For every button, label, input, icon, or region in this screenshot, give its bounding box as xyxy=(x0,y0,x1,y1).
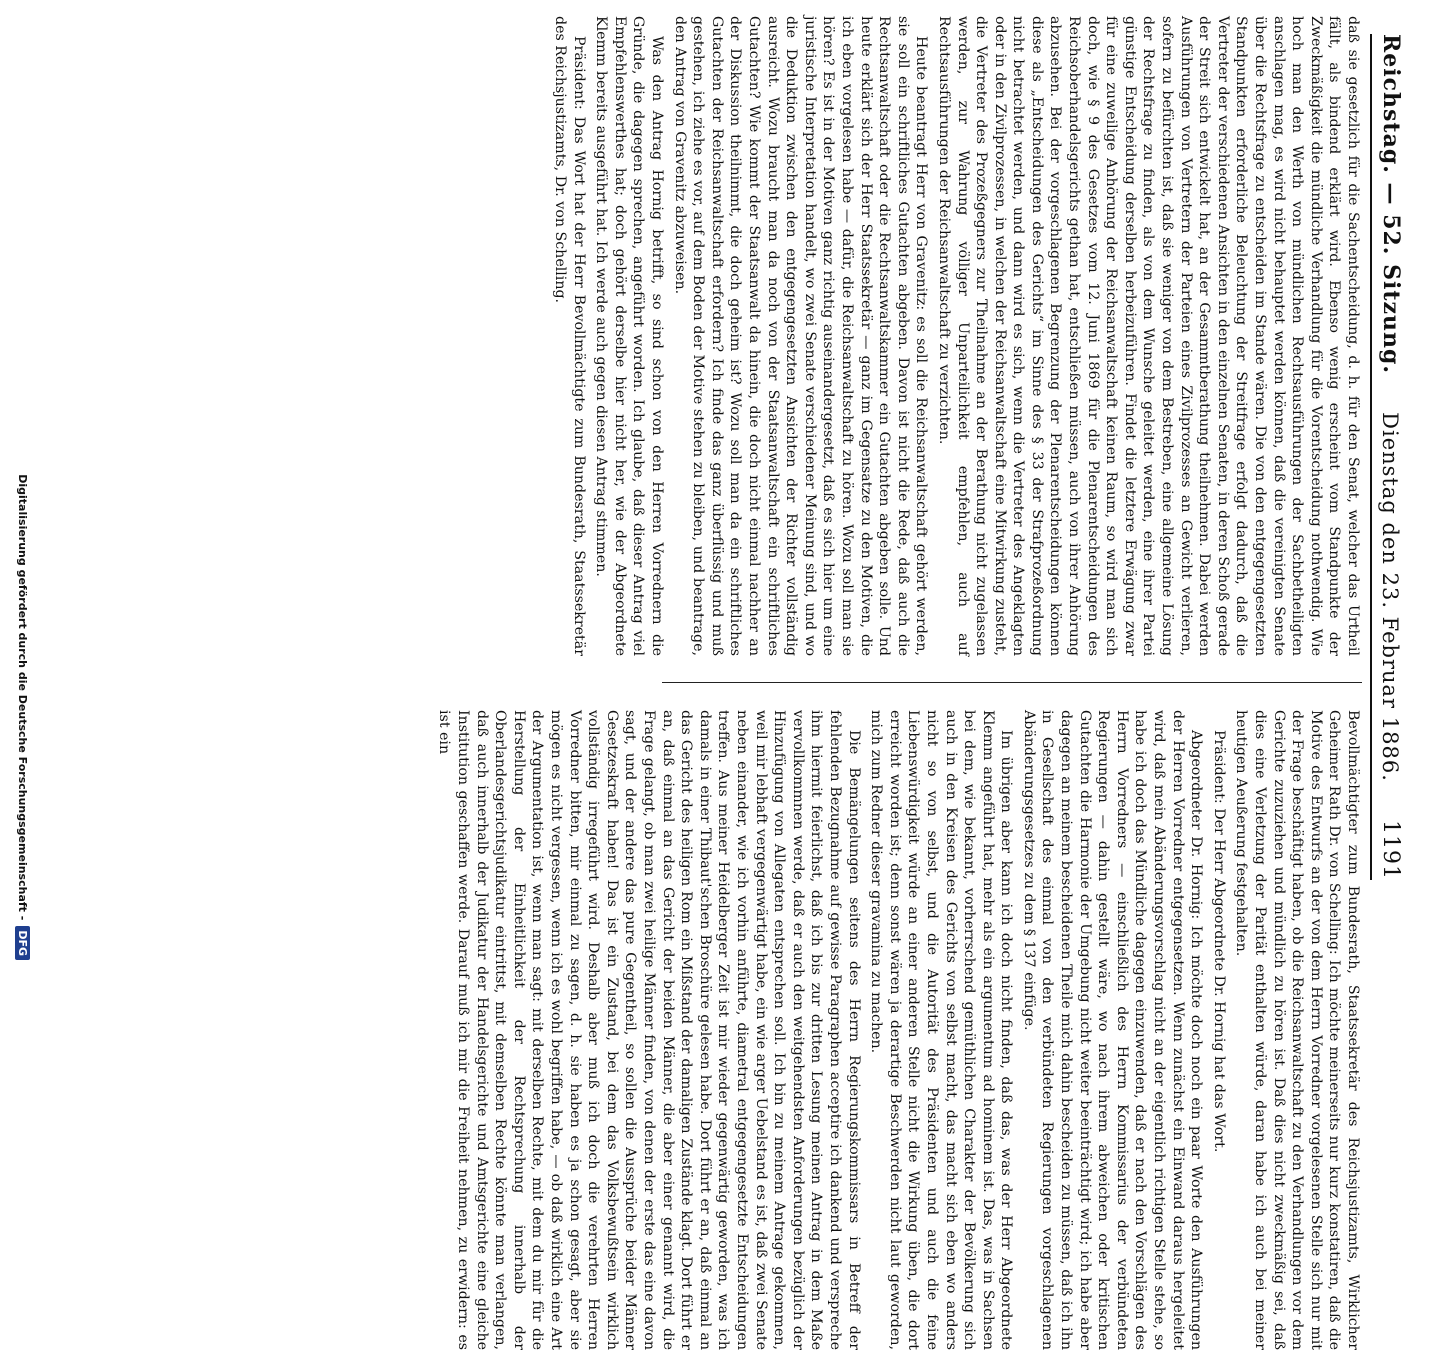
right-paragraph-4: Im übrigen aber kann ich doch nicht finden, daß das, was der Herr Abgeordnete Klemm angeführt hat, mehr als ein argumentum ad hominem ist. Das, was in Sachsen bei dem, wie bekannt, vorherrschend gemüthlichen Charakter der Bevölkerung sich auch in den Kreisen des Gerichts von selbst macht, das macht sich eben wo anders nicht so von selbst, und die Autorität des Präsidenten und auch die feine Liebenswürdigkeit würde an einer anderen Stelle nicht die Wirkung üben, die dort erreicht worden ist; denn sonst wären ja derartige Beschwerden nicht laut geworden, mich zum Redner dieser gravamina zu machen. xyxy=(868,710,1015,1350)
left-paragraph-1: daß sie gesetzlich für die Sachentscheidung, d. h. für den Senat, welcher das Urtheil fällt, als bindend erklärt wird. Ebenso wenig erscheint vom Standpunkte der Zweckmäßigkeit die mündliche Verhandlung für die Vorentscheidung nothwendig. Wie hoch man den Werth von mündlichen Rechtsausführungen der Sachbetheiligten anschlagen mag, es wird nicht behauptet werden können, daß die vereinigten Senate über die Rechtsfrage zu entscheiden im Stande wären. Die von den entgegengesetzten Standpunkten erforderliche Beleuchtung der Streitfrage erfolgt dadurch, daß die Vertreter der verschiedenen Ansichten in den einzelnen Senaten, in deren Schoß gerade der Streit sich entwickelt hat, an der Gesammtberathung theilnehmen. Dabei werden Ausführungen von Vertretern der Parteien eines Zivilprozesses an Gewicht verlieren, sofern zu befürchten ist, daß sie weniger von dem Bestreben, eine allgemeine Lösung der Rechtsfrage zu finden, als von dem Wunsche geleitet werden, eine ihrer Partei günstige Entscheidung derselben herbeizuführen. Findet die letztere Erwägung zwar für eine zuweilige Anhörung der Reichsanwaltschaft keinen Raum, so wird man sich doch, wie § 9 des Gesetzes vom 12. Juni 1869 für die Plenarentscheidungen des Reichsoberhandelsgerichts gethan hat, entschließen müssen, auch von ihrer Anhörung abzusehen. Bei der vorgeschlagenen Begrenzung der Plenarentscheidungen können diese als „Entscheidungen des Gerichts“ im Sinne des § 33 der Strafprozeßordnung nicht betrachtet werden, und dann wird es sich, wenn die Vertreter des Angeklagten oder in den Zivilprozessen, in welchen der Reichsanwaltschaft eine Mitwirkung zusteht, die Vertreter des Prozeßgegners zur Theilnahme an der Berathung nicht zugelassen werden, zur Wahrung völliger Unparteilichkeit empfehlen, auch auf Rechtsausführungen der Reichsanwaltschaft zu verzichten. xyxy=(935,16,1361,656)
right-paragraph-5: Die Bemängelungen seitens des Herrn Regierungskommissars in Betreff der fehlenden Bezugnahme auf gewisse Paragraphen acceptire ich dankend und verspreche ihm hiermit feierlichst, daß ich bis zur dritten Lesung meinen Antrag in dem Maße vervollkommnen werde, daß er auch den weitgehendsten Anforderungen bezüglich der Hinzufügung von Allegaten entsprechen soll. Ich bin zu meinem Antrage gekommen, weil mir lebhaft vergegenwärtigt habe, ein wie arger Uebelstand es ist, daß zwei Senate neben einander, wie ich vorhin anführte, diametral entgegengesetzte Entscheidungen treffen. Aus meiner Heidelberger Zeit ist mir wieder gegenwärtig geworden, was ich damals in einer Thibaut'schen Broschüre gelesen habe. Dort führt er an, daß einmal an das Gericht des heiligen Rom ein Mißstand der damaligen Zustände klagt. Dort führt er an, daß einmal an das Gericht der beiden Männer, die aber einer genannt wird, die Frage gelangt, ob man zwei heilige Männer finden, von denen der erste das eine davon sagt, und der andere das pure Gegentheil, so sollen die Aussprüche beider Männer Gesetzeskraft haben! Das ist ein Zustand, bei dem das Volksbewußtsein wirklich vollständig irregeführt wird. Deshalb aber muß ich doch die verehrten Herren Vorredner bitten, mir einmal zu sagen, d. h. sie haben es ja schon gesagt, aber sie mögen es nicht vergessen, wenn ich es wohl begriffen habe, — ob daß wirklich eine Art der Argumentation ist, wenn man sagt: mit derselben Rechte, mit dem du mir für die Herstellung der Einheitlichkeit der Rechtsprechung innerhalb der Oberlandesgerichtsjudikatur eintrittst, mit demselben Rechte könnte man verlangen, daß auch innerhalb der Judikatur der Handelsgerichte und Amtsgerichte eine gleiche Institution geschaffen werde. Darauf muß ich mir die Freiheit nehmen, zu erwidern: es ist ein xyxy=(436,710,862,1350)
left-paragraph-4: Präsident: Das Wort hat der Herr Bevollmächtigte zum Bundesrath, Staatssekretär des Reichsjustizamts, Dr. von Schelling. xyxy=(552,16,587,656)
page-header xyxy=(1378,34,1414,880)
left-paragraph-2: Heute beantragt Herr von Gravenitz: es soll die Reichsanwaltschaft gehört werden, sie soll ein schriftliches Gutachten abgeben. Davon ist nicht die Rede, daß auch die Rechtsanwaltschaft oder die Rechtsanwaltskammer ein Gutachten abgeben solle. Und heute erklärt sich der Herr Staatssekretär — ganz im Gegensatze zu den Motiven, die ich eben vorgelesen habe — dafür, die Reichsanwaltschaft zu hören. Wozu soll man sie hören? Es ist in der Motiven ganz richtig auseinandergesetzt, daß es sich hier um eine juristische Interpretation handelt, wo zwei Senate verschiedener Meinung sind, und wo die Deduktion zwischen den entgegengesetzten Ansichten der Richter vollständig ausreicht. Wozu braucht man da noch von der Staatsanwaltschaft ein schriftliches Gutachten? Wie kommt der Staatsanwalt da hinein, die doch nicht einmal nachher an der Diskussion theilnimmt, die doch geheim ist? Wozu soll man da ein schriftliches Gutachten der Reichsanwaltschaft erfordern? Ich finde das ganz überflüssig und muß gestehen, ich ziehe es vor, auf dem Boden der Motive stehen zu bleiben, und beantrage, den Antrag von Gravenitz abzuweisen. xyxy=(671,16,930,656)
dfg-logo: DFG xyxy=(15,926,30,960)
column-divider xyxy=(662,682,1362,683)
page-number: 1191 xyxy=(1378,820,1403,880)
header-left: Reichstag. — 52. Sitzung. xyxy=(1378,34,1404,375)
header-rule xyxy=(1370,34,1372,880)
right-paragraph-1: Bevollmächtigter zum Bundesrath, Staatssekretär des Reichsjustizamts, Wirklicher Geheimer Rath Dr. von Schelling: Ich möchte meinerseits nur kurz konstatiren, daß die Motive des Entwurfs an der von dem Herrn Vorredner vorgelesenen Stelle sich nur mit der Frage beschäftigt haben, ob die Reichsanwaltschaft zu den Verhandlungen vor dem Gerichte zuzuziehen und mündlich zu hören ist. Daß dies nicht zweckmäßig sei, daß dies eine Verletzung der Parität enthalten würde, daran habe ich auch bei meiner heutigen Aeußerung festgehalten. xyxy=(1233,710,1361,1350)
left-paragraph-3: Was den Antrag Hornig betrifft, so sind schon von den Herren Vorrednern die Gründe, die dagegen sprechen, angeführt worden. Ich glaube, daß dieser Antrag viel Empfehlenswerthes hat; doch gehört derselbe hier nicht her, wie der Abgeordnete Klemm bereits ausgeführt hat. Ich werde auch gegen diesen Antrag stimmen. xyxy=(593,16,666,656)
right-column xyxy=(436,710,1362,1350)
digitization-credit xyxy=(15,34,30,960)
left-column xyxy=(552,16,1362,656)
right-paragraph-3: Abgeordneter Dr. Hornig: Ich möchte doch noch ein paar Worte den Ausführungen der Herren Vorredner entgegensetzen. Wenn zunächst ein Einwand daraus hergeleitet wird, daß mein Abänderungsvorschlag nicht an der eigentlich richtigen Stelle stehe, so habe ich doch das Mündliche dagegen einzuwenden, daß er nach den Vorschlägen des Herrn Vorredners — einschließlich des Herrn Kommissarius der verbündeten Regierungen — dahin gestellt wäre, wo nach ihrem abweichen oder kritischen Gutachten die Harmonie der Umgebung nicht weiter beeinträchtigt wird; ich habe aber dagegen an meinem bescheidenen Theile mich dahin bescheiden zu müssen, daß ich ihn in Gesellschaft des einmal von den verbündeten Regierungen vorgeschlagenen Abänderungsgesetzes zu dem § 137 einfüge. xyxy=(1020,710,1205,1350)
header-date: Dienstag den 23. Februar 1886. xyxy=(1378,412,1402,782)
credit-text: Digitalisierung gefördert durch die Deutsche Forschungsgemeinschaft - xyxy=(16,474,29,921)
right-paragraph-2: Präsident: Der Herr Abgeordnete Dr. Hornig hat das Wort. xyxy=(1210,730,1227,1153)
